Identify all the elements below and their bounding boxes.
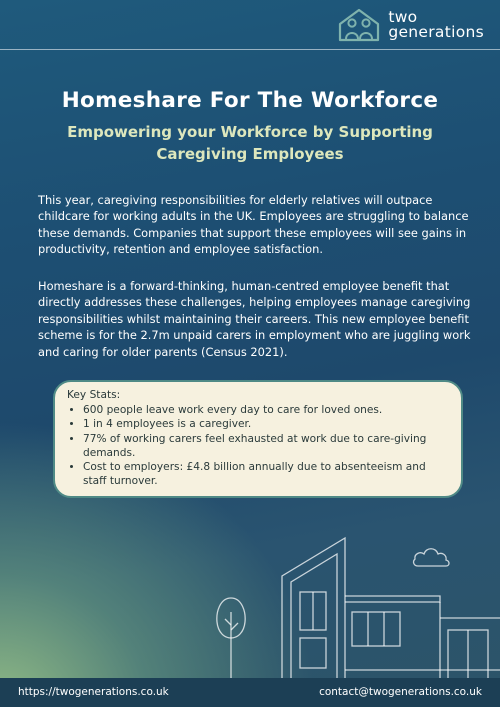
homeshare-paragraph: Homeshare is a forward-thinking, human-centred employee benefit that directly addresses these challenges, helping employees manage caregiving responsibilities whilst maintaining their careers. This new employee benefit scheme is for the 2.7m unpaid carers in employment who are juggling work and caring for older parents (Census 2021).: [38, 279, 471, 359]
header-divider: [0, 49, 500, 50]
key-stat-item: • 1 in 4 employees is a caregiver.: [83, 417, 449, 431]
key-stat-item: • Cost to employers: £4.8 billion annually due to absenteeism and staff turnover.: [83, 460, 449, 488]
cloud-icon: [414, 549, 449, 566]
email-link[interactable]: contact@twogenerations.co.uk: [319, 686, 482, 698]
logo-line-2: generations: [388, 23, 484, 41]
website-link[interactable]: https://twogenerations.co.uk: [18, 686, 169, 698]
key-stat-item: • 77% of working carers feel exhausted at work due to care-giving demands.: [83, 432, 449, 460]
logo-text: [388, 10, 484, 40]
logo[interactable]: [338, 8, 484, 42]
two-generations-logo-icon: [338, 8, 380, 42]
intro-paragraph: This year, caregiving responsibilities for elderly relatives will outpace childcare for working adults in the UK. Employees are struggling to balance these demands. Companies that support these employees will see gains in productivity, retention and employee satisfaction.: [38, 193, 469, 257]
key-stat-item: • 600 people leave work every day to care for loved ones.: [83, 403, 449, 417]
tree-icon: [217, 598, 245, 680]
house-outline-icon: [282, 538, 500, 680]
footer: [0, 678, 500, 707]
key-stats-title: Key Stats:: [67, 389, 121, 401]
page-title: Homeshare For The Workforce: [61, 88, 439, 113]
page-subtitle: Empowering your Workforce by Supporting Caregiving Employees: [67, 123, 433, 163]
header: [0, 0, 500, 48]
logo-line-1: two: [388, 8, 418, 26]
key-stats-list: [67, 403, 449, 488]
key-stats-box: [53, 380, 463, 498]
house-illustration: [0, 530, 500, 680]
